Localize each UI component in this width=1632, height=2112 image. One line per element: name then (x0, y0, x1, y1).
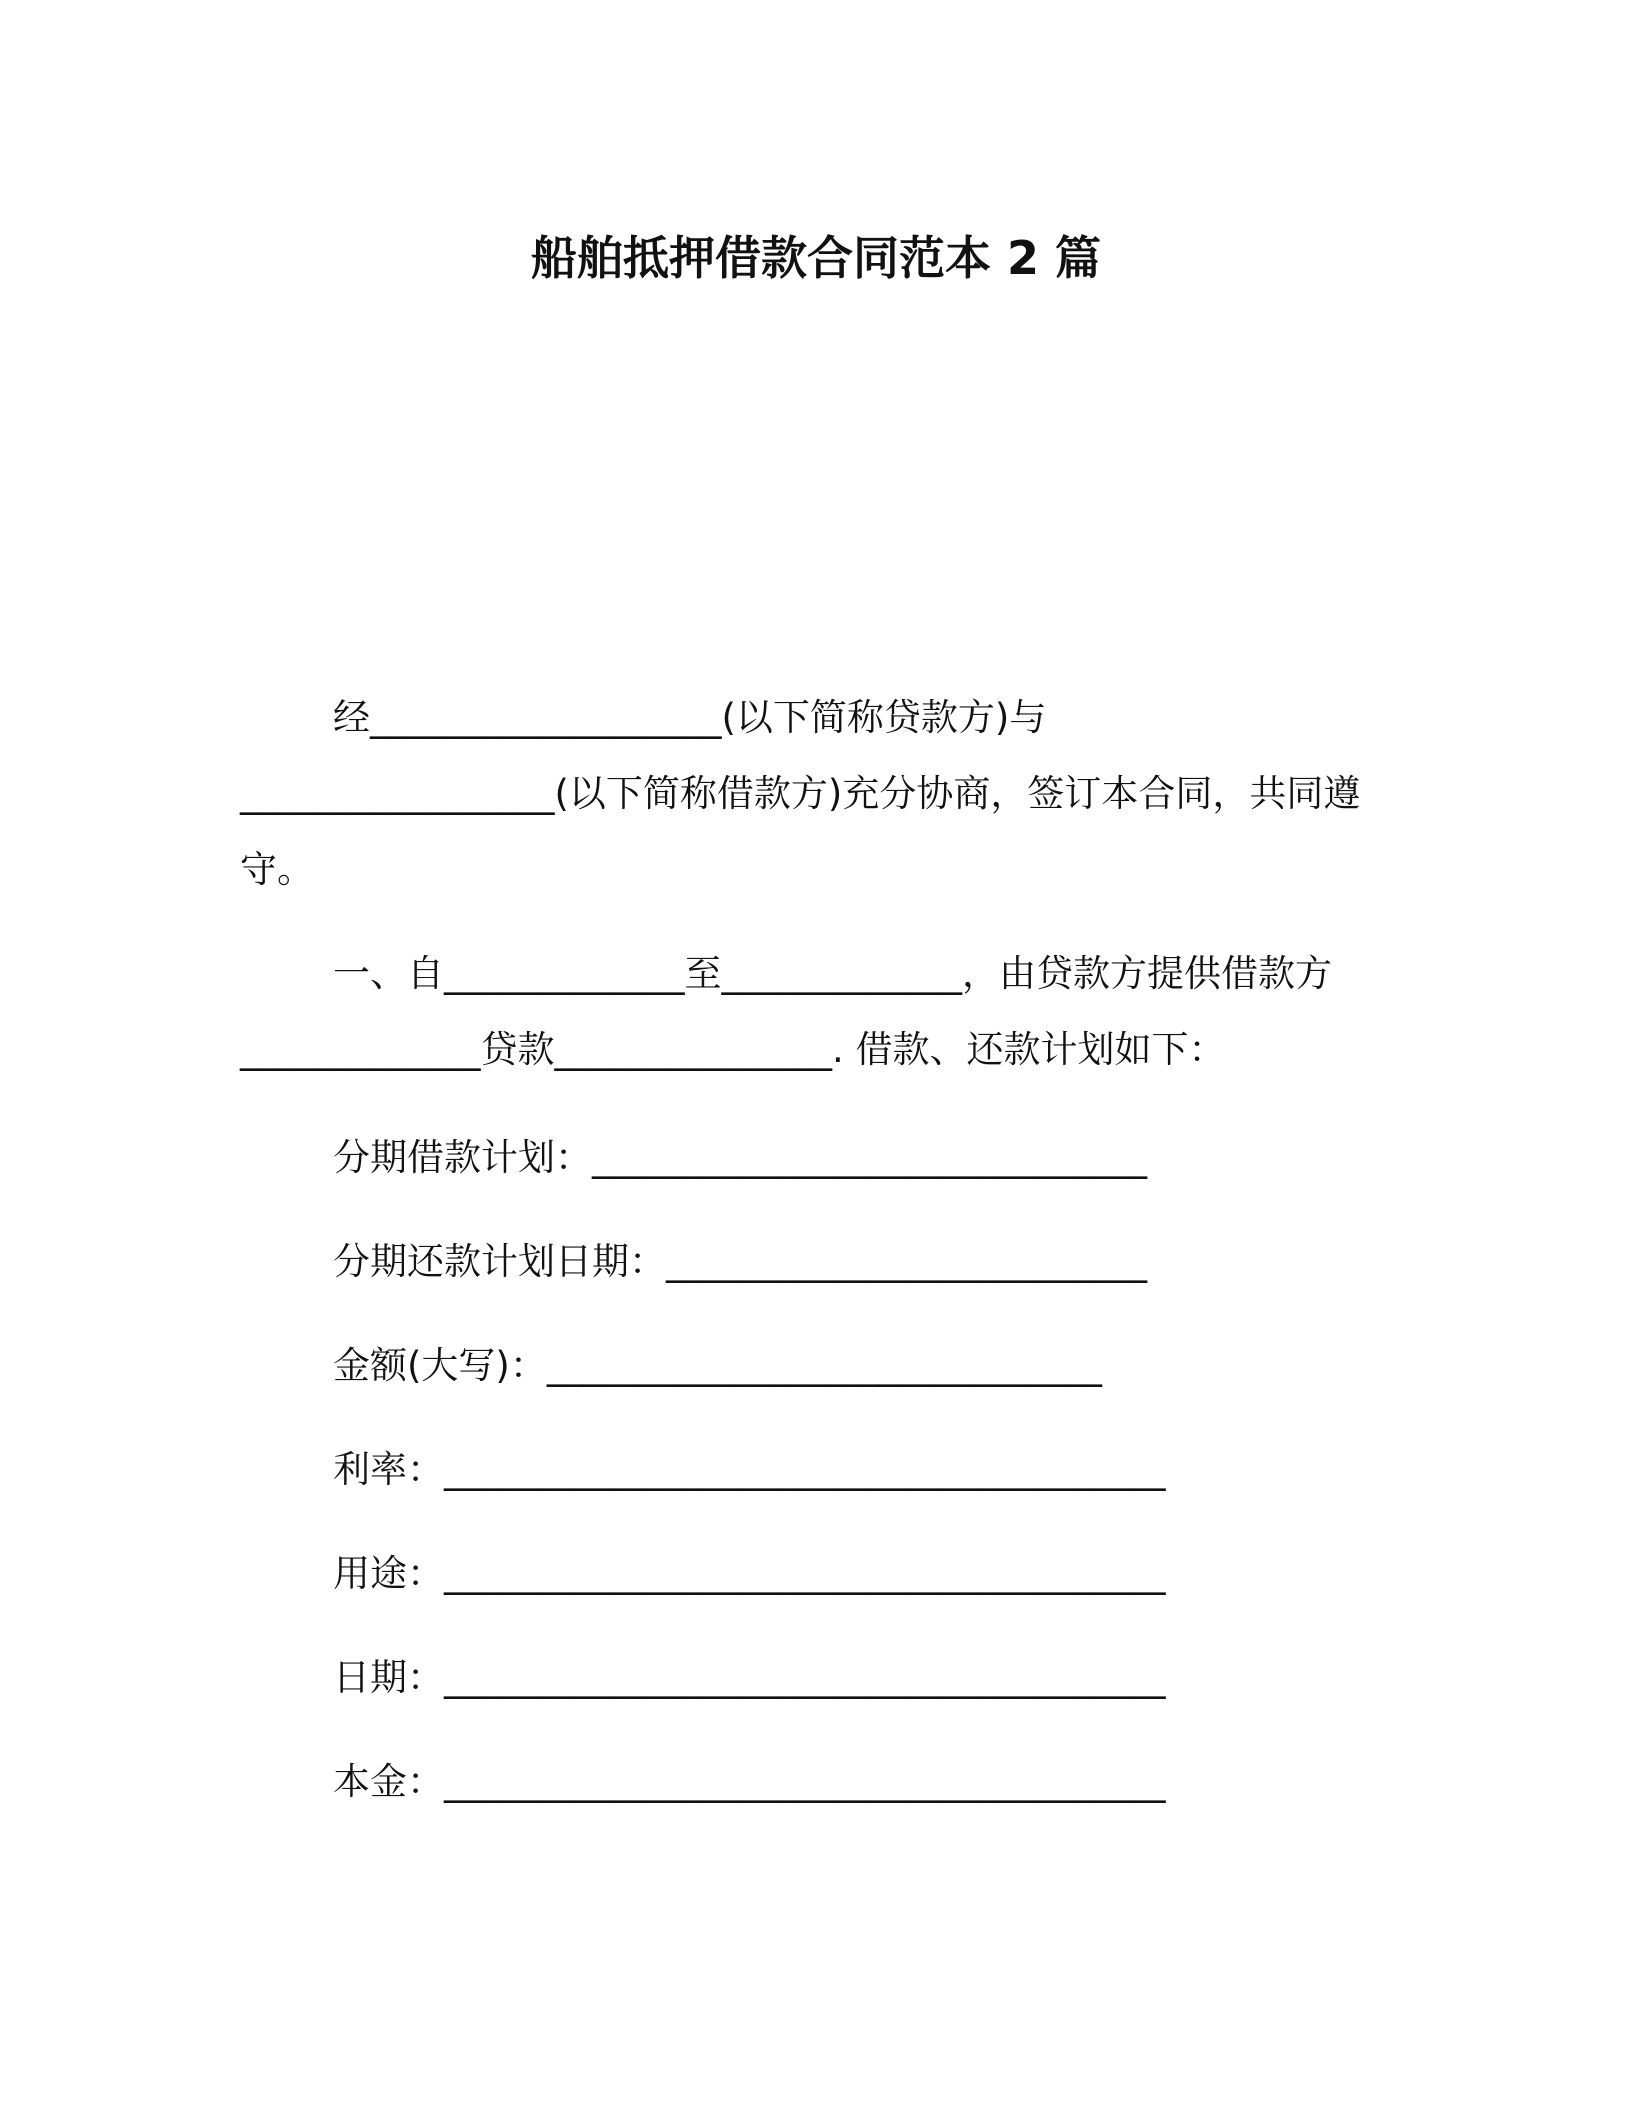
field-label: 日期： (333, 1656, 444, 1699)
intro-line-3: 守。 (240, 848, 314, 891)
field-interest-rate (333, 1446, 1166, 1494)
field-amount-in-words (333, 1342, 1102, 1390)
field-installment-repayment-date (333, 1238, 1147, 1286)
field-label: 分期还款计划日期： (333, 1240, 666, 1283)
field-blank: ______________________________ (592, 1136, 1147, 1179)
field-purpose (333, 1550, 1166, 1598)
field-blank: _______________________________________ (444, 1448, 1166, 1491)
field-label: 本金： (333, 1760, 444, 1803)
field-principal (333, 1758, 1166, 1806)
field-label: 利率： (333, 1448, 444, 1491)
field-date (333, 1654, 1166, 1702)
intro-line-2: _________________(以下简称借款方)充分协商，签订本合同，共同遵 (240, 772, 1361, 815)
field-label: 金额(大写)： (333, 1344, 547, 1387)
clause-1-line-2: _____________贷款_______________. 借款、还款计划如下： (240, 1028, 1226, 1071)
field-label: 用途： (333, 1552, 444, 1595)
document-title: 船舶抵押借款合同范本 2 篇 (530, 231, 1102, 285)
field-blank: __________________________ (666, 1240, 1147, 1283)
field-blank: _______________________________________ (444, 1760, 1166, 1803)
field-label: 分期借款计划： (333, 1136, 592, 1179)
intro-line-1: 经___________________(以下简称贷款方)与 (333, 696, 1047, 739)
field-blank: ______________________________ (546, 1344, 1102, 1387)
clause-1-line-1: 一、自_____________至_____________，由贷款方提供借款方 (333, 952, 1332, 995)
field-installment-borrowing-plan (333, 1134, 1147, 1182)
field-blank: _______________________________________ (444, 1552, 1166, 1595)
field-blank: _______________________________________ (444, 1656, 1166, 1699)
